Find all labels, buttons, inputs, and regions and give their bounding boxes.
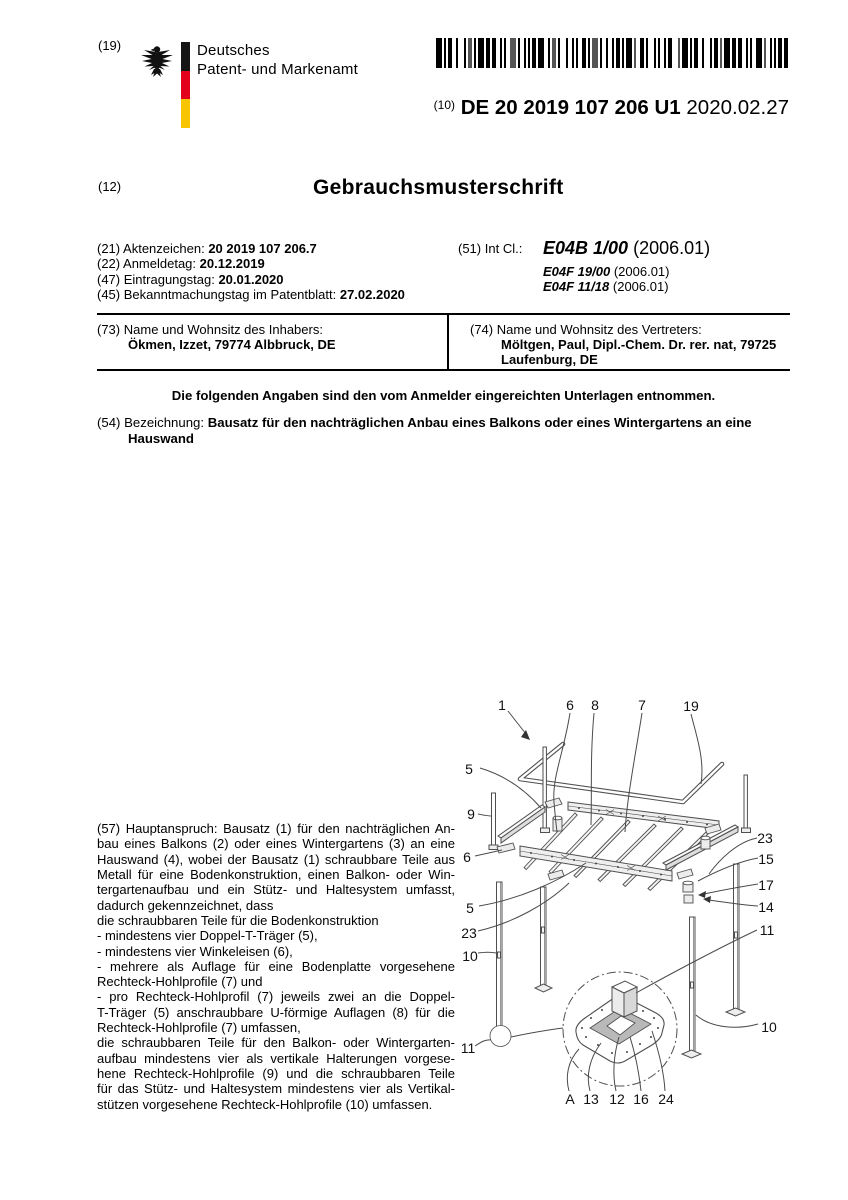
figure-ref-label: 10: [761, 1019, 777, 1035]
figure-ref-label: 1: [498, 697, 506, 713]
figure-ref-label: 19: [683, 698, 699, 714]
figure-ref-label: 5: [465, 761, 473, 777]
biblio-value: 20 2019 107 206.7: [208, 241, 317, 256]
office-name-line2: Patent- und Markenamt: [197, 61, 358, 78]
claim-line: Hauswand (4), wobei der Bausatz (1) schraubbare Teile aus: [97, 851, 455, 867]
biblio-label: Anmeldetag:: [123, 256, 197, 272]
figure-ref-label: 11: [759, 922, 775, 938]
invention-title-line1: [97, 415, 752, 431]
german-flag-bar: [181, 42, 190, 128]
biblio-label: Bekanntmachungstag im Patentblatt:: [123, 287, 337, 303]
biblio-item-22: [97, 256, 405, 271]
applicant-notice: Die folgenden Angaben sind den vom Anmelder eingereichten Unterlagen entnommen.: [171, 388, 716, 403]
figure-ref-label: 24: [658, 1091, 674, 1107]
federal-eagle-icon: [139, 40, 175, 78]
office-name: [197, 41, 358, 79]
claim-line: die schraubbaren Teile für die Bodenkonstruktion: [97, 912, 379, 928]
figure-ref-label: 10: [462, 948, 478, 964]
representative-line1: Möltgen, Paul, Dipl.-Chem. Dr. rer. nat, 79725: [501, 337, 777, 353]
figure-ref-label: 9: [467, 806, 475, 822]
figure-wall-posts: [489, 747, 751, 850]
patent-figure: [455, 692, 847, 1124]
claim-line: für das Stütz- und Haltesystem mindestens vier als Vertikal-: [97, 1081, 455, 1097]
ipc-secondary-list: [543, 264, 670, 294]
claim-line: hene Rechteck-Hohlprofile (9) und die schraubbaren Teile: [97, 1066, 455, 1081]
figure-ref-label: 23: [757, 830, 773, 846]
claim-line: Rechteck-Hohlprofile (7) umfassen,: [97, 1020, 301, 1036]
ipc-primary-version: (2006.01): [633, 238, 711, 258]
figure-ref-label: 15: [758, 851, 774, 867]
figure-ref-label: 16: [633, 1091, 649, 1107]
claim-line: T-Träger (5) anschraubbare U-förmige Auflagen (8) für die: [97, 1004, 455, 1020]
figure-ref-label: 23: [461, 925, 477, 941]
biblio-value: 27.02.2020: [339, 287, 405, 303]
ipc-version: (2006.01): [613, 264, 670, 279]
invention-title-block: [97, 415, 752, 447]
representative-label: Name und Wohnsitz des Vertreters:: [496, 322, 702, 337]
document-type-title: Gebrauchsmusterschrift: [313, 176, 564, 199]
inid-code-47: (47): [97, 271, 121, 287]
invention-title-text: Bausatz für den nachträglichen Anbau eines Balkons oder eines Wintergartens an eine: [207, 415, 752, 430]
office-name-line1: Deutsches: [197, 42, 270, 59]
ipc-class: E04F 19/00: [543, 264, 611, 279]
claim-line: aufbau mindestens vier als vertikale Halterungen vorgese-: [97, 1050, 455, 1066]
ipc-heading: [458, 241, 522, 256]
biblio-item-47: [97, 272, 405, 287]
inid-code-51: (51): [458, 241, 482, 256]
ipc-primary: [543, 238, 710, 259]
owner-label: Name und Wohnsitz des Inhabers:: [123, 322, 323, 337]
claim-line: Rechteck-Hohlprofile (7) und: [97, 974, 263, 990]
inid-code-10: (10): [433, 98, 455, 112]
ipc-version: (2006.01): [612, 279, 669, 294]
barcode: [436, 38, 790, 68]
biblio-item-45: [97, 287, 405, 302]
figure-ref-label: 7: [638, 697, 646, 713]
claim-line: dadurch gekennzeichnet, dass: [97, 897, 274, 913]
figure-ref-label: 17: [758, 877, 774, 893]
owner-heading: [97, 322, 336, 337]
claim-line: - mindestens vier Winkeleisen (6),: [97, 943, 293, 959]
ipc-primary-class: E04B 1/00: [543, 238, 629, 258]
owner-value: Ökmen, Izzet, 79774 Albbruck, DE: [128, 337, 336, 353]
claim-line: die schraubbaren Teile für den Balkon- oder Wintergarten-: [97, 1035, 455, 1051]
inid-code-74: (74): [470, 322, 494, 337]
figure-front-beam: [520, 846, 672, 881]
biblio-label: Aktenzeichen:: [123, 241, 205, 256]
figure-ref-label: 14: [758, 899, 774, 915]
publication-line: [434, 96, 789, 120]
claim-line: bau eines Balkons (2) oder eines Wintergartens (3) an eine: [97, 836, 455, 852]
main-claim-paragraph: [97, 821, 455, 1112]
biblio-item-21: [97, 241, 405, 256]
inid-code-21: (21): [97, 241, 121, 256]
claim-line: (57) Hauptanspruch: Bausatz (1) für den nachträglichen An-: [97, 821, 455, 836]
figure-ref-label: 6: [566, 697, 574, 713]
representative-heading: [470, 322, 776, 337]
inid-code-45: (45): [97, 287, 121, 303]
claim-line: tergartenaufbau und ein Stütz- und Haltesystem umfasst,: [97, 882, 455, 898]
publication-number: DE 20 2019 107 206 U1: [460, 96, 681, 119]
inid-code-22: (22): [97, 256, 121, 272]
figure-ref-label: 11: [460, 1040, 476, 1056]
flag-red-segment: [181, 71, 190, 100]
ipc-class: E04F 11/18: [543, 279, 610, 294]
flag-gold-segment: [181, 99, 190, 128]
ipc-label: Int Cl.:: [484, 241, 523, 256]
figure-ref-label: A: [565, 1091, 575, 1107]
figure-ref-label: 8: [591, 697, 599, 713]
horizontal-rule-bottom: [97, 369, 790, 371]
figure-railing: [520, 744, 722, 802]
horizontal-rule-top: [97, 313, 790, 315]
ipc-secondary-2: [543, 279, 670, 294]
figure-detail-circle: [563, 972, 677, 1086]
biblio-label: Eintragungstag:: [123, 271, 215, 287]
flag-black-segment: [181, 42, 190, 71]
invention-title-line2: [97, 431, 752, 447]
claim-line: - mehrere als Auflage für eine Bodenplatte vorgesehene: [97, 958, 455, 974]
biblio-value: 20.01.2020: [218, 271, 284, 287]
biblio-list: [97, 241, 405, 303]
title-label: Bezeichnung:: [124, 415, 205, 430]
inid-code-19: (19): [98, 38, 122, 53]
vertical-divider: [447, 313, 449, 371]
figure-ref-label: 6: [463, 849, 471, 865]
claim-line: Metall für eine Bodenkonstruktion, einen Balkon- oder Win-: [97, 866, 455, 882]
inid-code-12: (12): [98, 179, 122, 194]
figure-ref-label: 12: [609, 1091, 625, 1107]
claim-line: - mindestens vier Doppel-T-Träger (5),: [97, 928, 318, 944]
ipc-secondary-1: [543, 264, 670, 279]
invention-title-text2: Hauswand: [128, 431, 194, 446]
biblio-value: 20.12.2019: [199, 256, 265, 272]
figure-ref-label: 13: [583, 1091, 599, 1107]
claim-line: stützen vorgesehene Rechteck-Hohlprofile (10) umfassen.: [97, 1096, 433, 1112]
inid-code-73: (73): [97, 322, 121, 337]
figure-ref-label: 5: [466, 900, 474, 916]
owner-block: [97, 322, 336, 352]
representative-line2: Laufenburg, DE: [501, 352, 598, 368]
representative-block: [470, 322, 776, 368]
publication-date: 2020.02.27: [686, 96, 789, 119]
claim-line: - pro Rechteck-Hohlprofil (7) jeweils zwei an die Doppel-: [97, 989, 455, 1005]
inid-code-54: (54): [97, 415, 121, 430]
